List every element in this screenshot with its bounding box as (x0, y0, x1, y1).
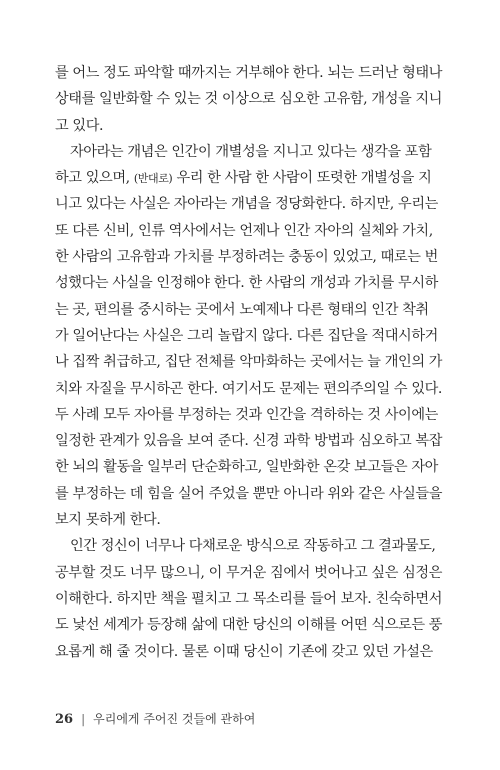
text-line: 인간 정신이 너무나 다채로운 방식으로 작동하고 그 결과물도, (70, 538, 436, 555)
text-line: 이해한다. 하지만 책을 펼치고 그 목소리를 들어 보자. 친숙하면서 (55, 590, 443, 607)
text-line: 한 뇌의 활동을 일부러 단순화하고, 일반화한 온갖 보고들은 자아 (55, 459, 438, 476)
text-line: 치와 자질을 무시하곤 한다. 여기서도 문제는 편의주의일 수 있다. (55, 380, 443, 397)
body-text (55, 60, 445, 665)
text-line: 보지 못하게 한다. (55, 512, 161, 529)
text-line: 요롭게 해 줄 것이다. 물론 이때 당신이 기존에 갖고 있던 가설은 (55, 643, 433, 660)
text-line: 일정한 관계가 있음을 보여 준다. 신경 과학 방법과 심오하고 복잡 (55, 433, 443, 450)
text-line: 가 일어난다는 사실은 그리 놀랍지 않다. 다른 집단을 적대시하거 (55, 327, 438, 344)
text-line (55, 165, 445, 191)
text-line: 성했다는 사실을 인정해야 한다. 한 사람의 개성과 가치를 무시하 (55, 275, 438, 292)
text-line: 는 곳, 편의를 중시하는 곳에서 노예제나 다른 형태의 인간 착취 (55, 301, 429, 318)
text-line: 도 낯선 세계가 등장해 삶에 대한 당신의 이해를 어떤 식으로든 풍 (55, 617, 443, 634)
text-line: 나 집짝 취급하고, 집단 전체를 악마화하는 곳에서는 늘 개인의 가 (55, 354, 443, 371)
text-line: 를 부정하는 데 힘을 실어 주었을 뿐만 아니라 위와 같은 사실들을 (55, 485, 443, 502)
text-line: 한 사람의 고유함과 가치를 부정하려는 충동이 있었고, 때로는 번 (55, 249, 438, 266)
text-line: 니고 있다는 사실은 자아라는 개념을 정당화한다. 하지만, 우리는 (55, 196, 438, 213)
small-annotation: (반대로) (133, 172, 173, 186)
text-line: 공부할 것도 너무 많으니, 이 무거운 짐에서 벗어나고 싶은 심정은 (55, 564, 443, 581)
text-line: 또 다른 신비, 인류 역사에서는 언제나 인간 자아의 실체와 가치, (55, 222, 433, 239)
footer-separator: | (81, 712, 86, 726)
text-line: 고 있다. (55, 117, 104, 134)
page-footer (55, 710, 255, 727)
running-title: 우리에게 주어진 것들에 관하여 (93, 712, 256, 726)
text-line: 자아라는 개념은 인간이 개별성을 지니고 있다는 생각을 포함 (70, 143, 432, 160)
text-segment: 하고 있으며, (55, 170, 134, 187)
page-number: 26 (55, 712, 74, 727)
text-line: 두 사례 모두 자아를 부정하는 것과 인간을 격하하는 것 사이에는 (55, 406, 438, 423)
text-segment: 우리 한 사람 한 사람이 또렷한 개별성을 지 (172, 170, 432, 187)
text-line: 를 어느 정도 파악할 때까지는 거부해야 한다. 뇌는 드러난 형태나 (55, 65, 443, 81)
text-line: 상태를 일반화할 수 있는 것 이상으로 심오한 고유함, 개성을 지니 (55, 91, 443, 108)
